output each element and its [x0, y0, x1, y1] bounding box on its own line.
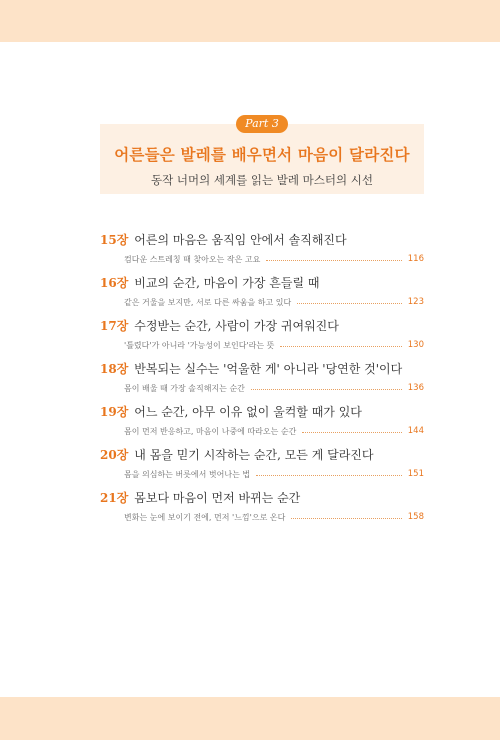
- dotted-leader: [266, 260, 401, 261]
- chapter-subtitle-line: [124, 252, 424, 266]
- chapter-subtitle-line: [124, 381, 424, 395]
- part-label-badge: Part 3: [236, 115, 288, 133]
- chapter-subtitle: 변화는 눈에 보이기 전에, 먼저 '느낌'으로 온다: [124, 512, 286, 522]
- chapter-subtitle: 같은 거울을 보지만, 서로 다른 싸움을 하고 있다: [124, 297, 292, 307]
- toc-entry-19[interactable]: [100, 404, 424, 444]
- chapter-heading: [100, 447, 373, 463]
- chapter-subtitle: 몸이 먼저 반응하고, 마음이 나중에 따라오는 순간: [124, 426, 297, 436]
- page-number: 130: [407, 340, 424, 350]
- chapter-heading: [100, 404, 362, 420]
- chapter-title: 수정받는 순간, 사람이 가장 귀여워진다: [134, 319, 339, 333]
- dotted-leader: [280, 346, 401, 347]
- chapter-heading: [100, 490, 300, 506]
- chapter-heading: [100, 318, 339, 334]
- chapter-subtitle: 몸을 의심하는 버릇에서 벗어나는 법: [124, 469, 251, 479]
- chapter-heading: [100, 361, 402, 377]
- part-title: 어른들은 발레를 배우면서 마음이 달라진다: [114, 145, 410, 164]
- dotted-leader: [297, 303, 402, 304]
- chapter-number: 21장: [100, 491, 129, 505]
- chapter-subtitle-line: [124, 424, 424, 438]
- toc-entry-18[interactable]: [100, 361, 424, 401]
- toc-entry-15[interactable]: [100, 232, 424, 272]
- chapter-number: 16장: [100, 276, 129, 290]
- top-color-band: [0, 0, 500, 42]
- chapter-number: 18장: [100, 362, 129, 376]
- dotted-leader: [291, 518, 401, 519]
- chapter-heading: [100, 232, 347, 248]
- part-subtitle: 동작 너머의 세계를 읽는 발레 마스터의 시선: [151, 173, 373, 187]
- toc-entry-20[interactable]: [100, 447, 424, 487]
- bottom-color-band: [0, 697, 500, 740]
- chapter-title: 몸보다 마음이 먼저 바뀌는 순간: [134, 491, 301, 505]
- chapter-subtitle-line: [124, 338, 424, 352]
- chapter-subtitle: '틀렸다'가 아니라 '가능성이 보인다'라는 뜻: [124, 340, 275, 350]
- chapter-title: 어른의 마음은 움직임 안에서 솔직해진다: [134, 233, 347, 247]
- page-number: 123: [407, 297, 424, 307]
- chapter-title: 내 몸을 믿기 시작하는 순간, 모든 게 달라진다: [134, 448, 374, 462]
- chapter-number: 17장: [100, 319, 129, 333]
- chapter-number: 15장: [100, 233, 129, 247]
- chapter-subtitle-line: [124, 295, 424, 309]
- toc-entry-17[interactable]: [100, 318, 424, 358]
- page-number: 116: [407, 254, 424, 264]
- chapter-title: 반복되는 실수는 '억울한 게' 아니라 '당연한 것'이다: [134, 362, 403, 376]
- chapter-subtitle: 몸이 배울 때 가장 솔직해지는 순간: [124, 383, 245, 393]
- chapter-subtitle: 컴다운 스트레칭 때 찾아오는 작은 고요: [124, 254, 261, 264]
- dotted-leader: [251, 389, 402, 390]
- chapter-title: 어느 순간, 아무 이유 없이 울컥할 때가 있다: [134, 405, 362, 419]
- dotted-leader: [302, 432, 401, 433]
- chapter-subtitle-line: [124, 510, 424, 524]
- page-number: 151: [407, 469, 424, 479]
- chapter-subtitle-line: [124, 467, 424, 481]
- page-number: 158: [407, 512, 424, 522]
- chapter-number: 19장: [100, 405, 129, 419]
- toc-entry-16[interactable]: [100, 275, 424, 315]
- page-number: 136: [407, 383, 424, 393]
- dotted-leader: [256, 475, 402, 476]
- chapter-number: 20장: [100, 448, 129, 462]
- chapter-heading: [100, 275, 319, 291]
- chapter-title: 비교의 순간, 마음이 가장 흔들릴 때: [134, 276, 320, 290]
- page-number: 144: [407, 426, 424, 436]
- toc-entry-21[interactable]: [100, 490, 424, 530]
